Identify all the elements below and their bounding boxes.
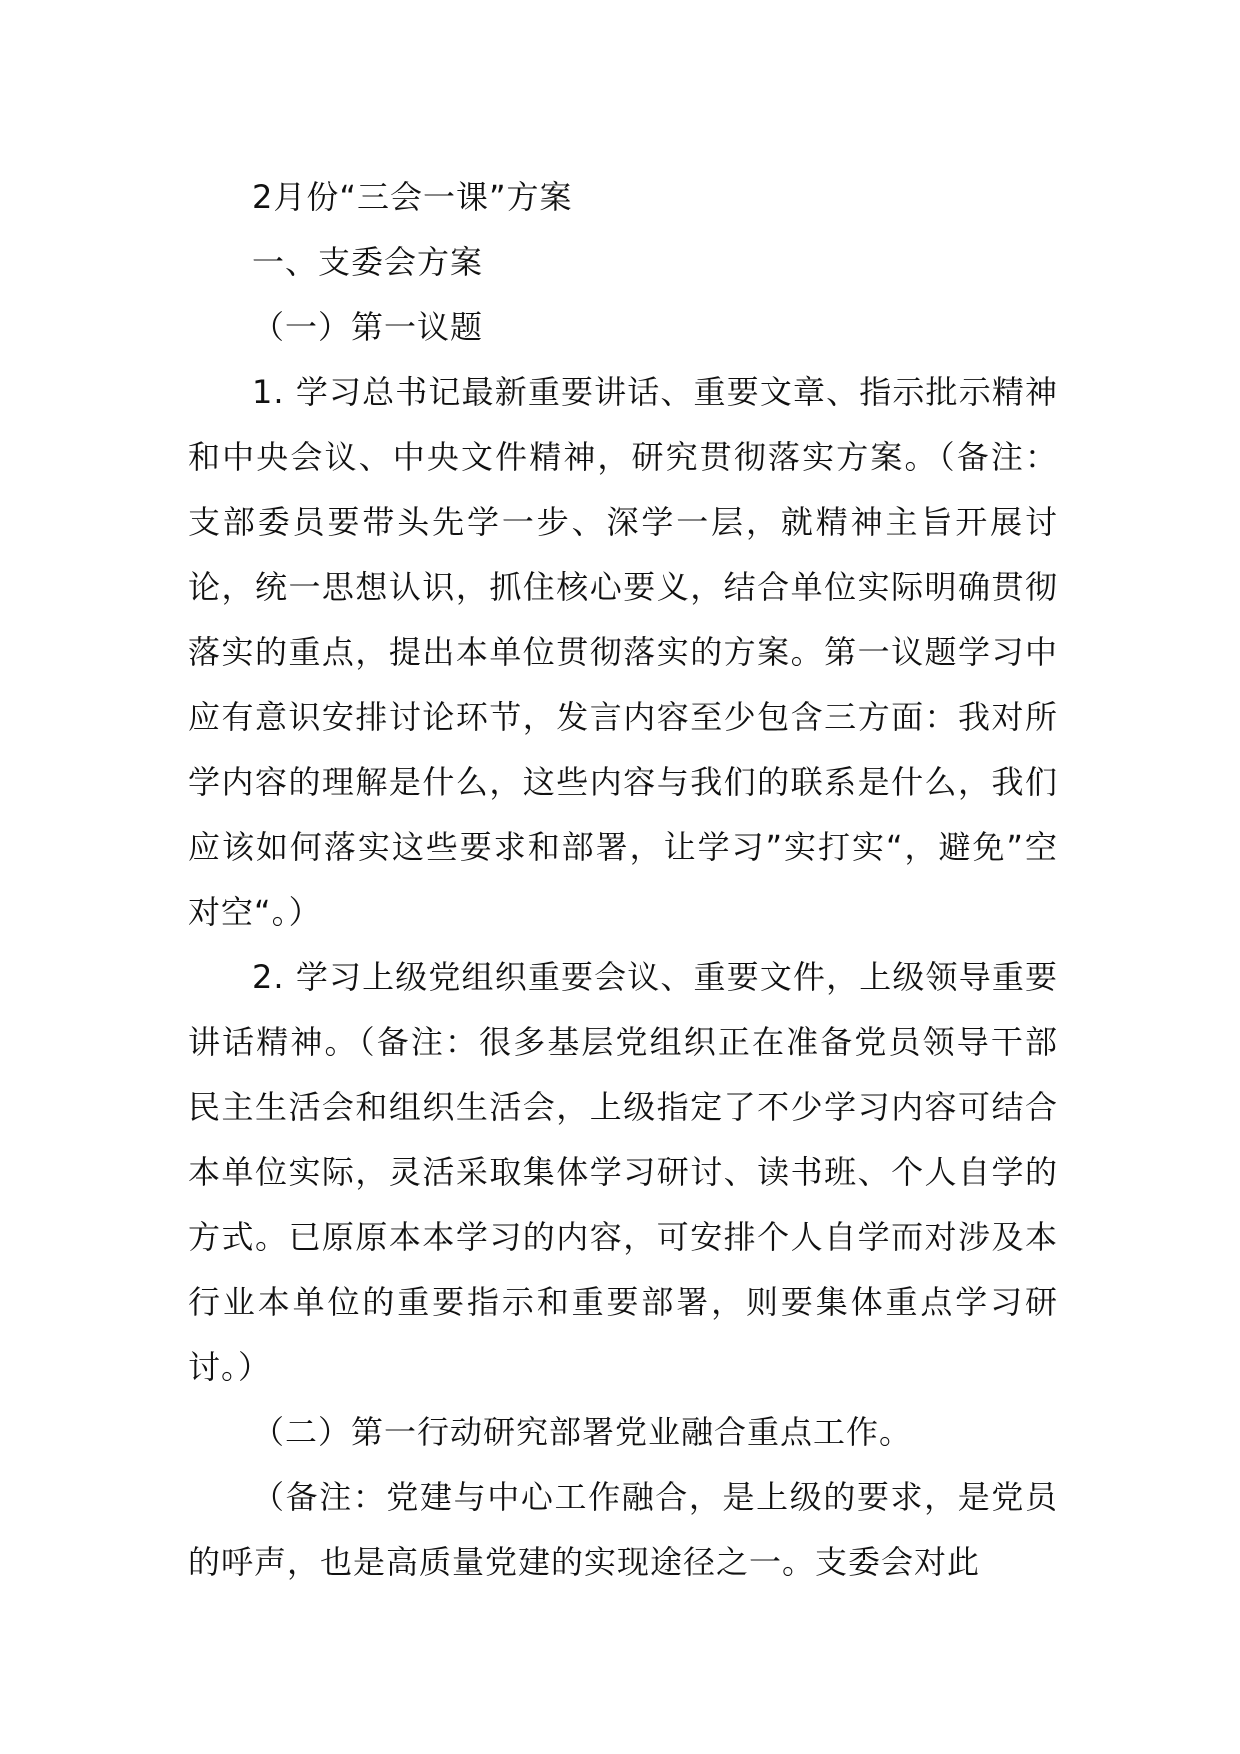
paragraph-note: （备注：党建与中心工作融合，是上级的要求，是党员的呼声，也是高质量党建的实现途径之一。支委会对此: [188, 1478, 1058, 1581]
paragraph-item-1: 1. 学习总书记最新重要讲话、重要文章、指示批示精神和中央会议、中央文件精神，研究贯彻落实方案。（备注：支部委员要带头先学一步、深学一层，就精神主旨开展讨论，统一思想认识，抓住核心要义，结合单位实际明确贯彻落实的重点，提出本单位贯彻落实的方案。第一议题学习中应有意识安排讨论环节，发言内容至少包含三方面：我对所学内容的理解是什么，这些内容与我们的联系是什么，我们应该如何落实这些要求和部署，让学习”实打实“，避免”空对空“。）: [188, 373, 1058, 931]
subsection-heading-first-topic: （一）第一议题: [252, 308, 484, 346]
paragraph-item-2: 2. 学习上级党组织重要会议、重要文件，上级领导重要讲话精神。（备注：很多基层党组织正在准备党员领导干部民主生活会和组织生活会，上级指定了不少学习内容可结合本单位实际，灵活采取集体学习研讨、读书班、个人自学的方式。已原原本本学习的内容，可安排个人自学而对涉及本行业本单位的重要指示和重要部署，则要集体重点学习研讨。）: [188, 958, 1058, 1386]
subsection-heading-first-action: （二）第一行动研究部署党业融合重点工作。: [252, 1413, 913, 1451]
section-heading-branch-committee: 一、支委会方案: [252, 243, 484, 281]
document-body: [188, 165, 1058, 1595]
document-title: 2月份“三会一课”方案: [252, 178, 573, 216]
